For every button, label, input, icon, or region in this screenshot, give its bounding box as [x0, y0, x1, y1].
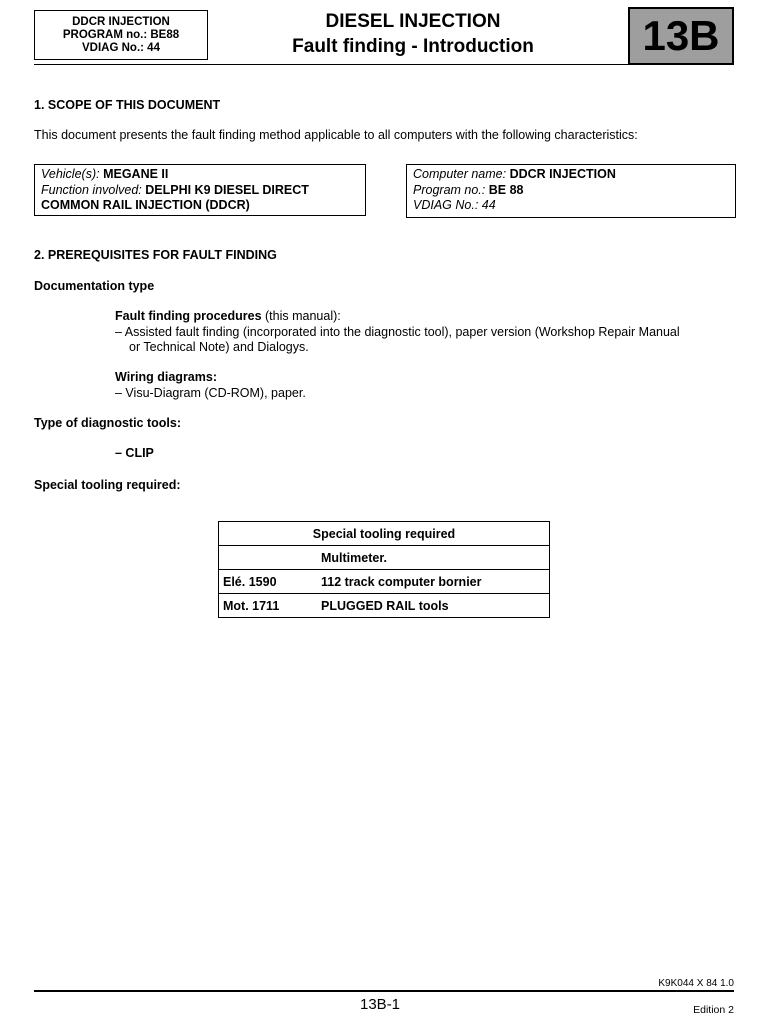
computer-name-value: DDCR INJECTION	[509, 167, 616, 181]
special-tooling-table	[218, 521, 550, 618]
ff-item-line2: or Technical Note) and Dialogys.	[129, 340, 309, 354]
section-code-badge: 13B	[628, 7, 734, 65]
tool-code	[219, 546, 318, 570]
table-row	[219, 546, 550, 570]
table-row	[219, 570, 550, 594]
tool-desc: Multimeter.	[317, 546, 550, 570]
header-injection-label: DDCR INJECTION	[72, 15, 170, 28]
section1-heading: 1. SCOPE OF THIS DOCUMENT	[34, 98, 221, 112]
program-label: Program no.:	[413, 182, 486, 197]
header-divider	[34, 64, 734, 65]
section2-heading: 2. PREREQUISITES FOR FAULT FINDING	[34, 248, 277, 262]
wiring-item: – Visu-Diagram (CD-ROM), paper.	[115, 385, 306, 400]
wiring-label: Wiring diagrams:	[115, 370, 217, 384]
vdiag-label: VDIAG No.:	[413, 198, 479, 212]
program-value: BE 88	[488, 182, 524, 197]
header-vdiag-label: VDIAG No.: 44	[82, 41, 160, 54]
tool-code: Mot. 1711	[219, 594, 318, 618]
function-value: DELPHI K9 DIESEL DIRECT	[145, 182, 309, 197]
table-caption: Special tooling required	[312, 526, 456, 541]
vehicle-box	[34, 164, 366, 216]
document-reference: K9K044 X 84 1.0	[658, 978, 734, 989]
vehicle-label: Vehicle(s):	[41, 167, 100, 181]
page-subtitle: Fault finding - Introduction	[292, 36, 534, 57]
wiring-diagrams	[115, 370, 735, 401]
tool-code: Elé. 1590	[219, 570, 318, 594]
table-row	[219, 594, 550, 618]
vehicle-value: MEGANE II	[103, 167, 169, 181]
section1-intro: This document presents the fault finding method applicable to all computers with the following characteristics:	[34, 128, 638, 142]
tool-desc: PLUGGED RAIL tools	[317, 594, 550, 618]
documentation-type-heading: Documentation type	[34, 279, 155, 293]
page-number: 13B-1	[360, 996, 401, 1013]
header-program-label: PROGRAM no.: BE88	[62, 28, 180, 41]
ff-item-line1: – Assisted fault finding (incorporated into the diagnostic tool), paper version (Workshop Repair Manual	[115, 324, 680, 339]
diagnostic-tools-heading: Type of diagnostic tools:	[34, 416, 181, 430]
fault-finding-procedures	[115, 309, 735, 356]
computer-name-label: Computer name:	[413, 167, 507, 181]
header-program-box	[34, 10, 208, 60]
ff-procedures-label: Fault finding procedures	[115, 309, 262, 323]
ff-procedures-suffix: (this manual):	[261, 309, 341, 323]
table-caption-row	[219, 522, 550, 546]
diagnostic-tool-clip: – CLIP	[115, 446, 154, 460]
edition-label: Edition 2	[693, 1004, 734, 1016]
special-tooling-heading: Special tooling required:	[34, 478, 181, 492]
header-title-block	[230, 10, 596, 60]
computer-box	[406, 164, 736, 218]
vdiag-value: 44	[481, 198, 496, 212]
function-value-cont: COMMON RAIL INJECTION (DDCR)	[41, 198, 250, 212]
page-title: DIESEL INJECTION	[325, 11, 501, 32]
footer-divider	[34, 990, 734, 992]
function-label: Function involved:	[41, 182, 142, 197]
tool-desc: 112 track computer bornier	[317, 570, 550, 594]
